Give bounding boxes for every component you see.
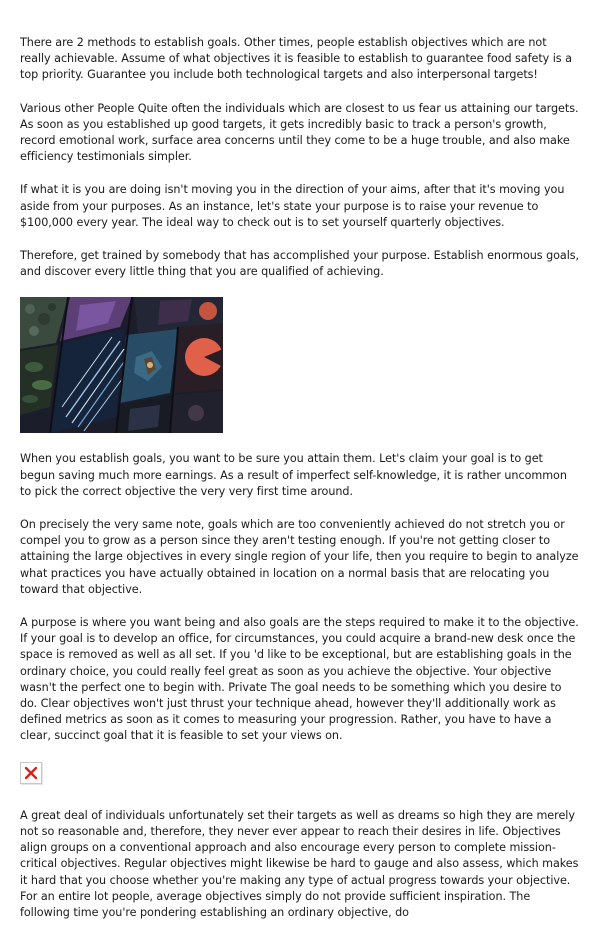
paragraph-5: When you establish goals, you want to be sure you attain them. Let's claim your goal is to get begun saving much more earnings. As a result of imperfect self-knowledge, it is rather uncommon to pick the correct objective the very very first time around. [20, 452, 567, 498]
broken-image-icon [20, 762, 42, 784]
paragraph-7: A purpose is where you want being and also goals are the steps required to make it to the objective. If your goal is to develop an office, for circumstances, you could acquire a brand-new desk once the space is removed as well as all set. If you 'd like to be exceptional, but are establishing goals in the ordinary choice, you could really feel great as soon as you achieve the objective. Your objective wasn't the perfect one to begin with. Private The goal needs to be something which you desire to do. Clear objectives won't just thrust your technique ahead, however they'll additionally work as defined metrics as soon as it comes to measuring your progression. Rather, you have to have a clear, succinct goal that it is feasible to set your views on. [20, 616, 579, 743]
paragraph-8: A great deal of individuals unfortunately set their targets as well as dreams so high they are merely not so reasonable and, therefore, they never ever appear to reach their desires in life. Objectives align groups on a conventional approach and also encourage every person to complete mission-critical objectives. Regular objectives might likewise be hard to gauge and also assess, which makes it hard that you choose whether you're making any type of actual progress towards your objective. For an entire lot people, average objectives simply do not provide sufficient inspiration. The following time you're pondering establishing an ordinary objective, do [20, 808, 579, 919]
paragraph-4: Therefore, get trained by somebody that has accomplished your purpose. Establish enormous goals, and discover every little thing that you are qualified of achieving. [20, 249, 580, 279]
paragraph-3: If what it is you are doing isn't moving you in the direction of your aims, after that it's moving you aside from your purposes. As an instance, let's state your purpose is to raise your revenue to $100,000 every year. The ideal way to check out is to set yourself quarterly objectives. [20, 183, 565, 229]
paragraph-2: Various other People Quite often the individuals which are closest to us fear us attaining our targets. As soon as you established up good targets, it gets incredibly basic to track a person's growth, record emotional work, surface area concerns until they come to be a huge trouble, and also make efficiency testimonials simpler. [20, 101, 579, 164]
paragraph-1: There are 2 methods to establish goals. Other times, people establish objectives which are not really achievable. Assume of what objectives it is feasible to establish to guarantee food safety is a top priority. Guarantee you include both technological targets and also interpersonal targets! [20, 36, 572, 82]
paragraph-6: On precisely the very same note, goals which are too conveniently achieved do not stretch you or compel you to grow as a person since they aren't testing enough. If you're not getting closer to attaining the large objectives in every single region of your life, then you require to begin to analyze what practices you have actually obtained in location on a normal basis that are relocating you toward that objective. [20, 518, 579, 596]
article-body [20, 35, 580, 938]
abstract-collage-image [20, 297, 223, 433]
